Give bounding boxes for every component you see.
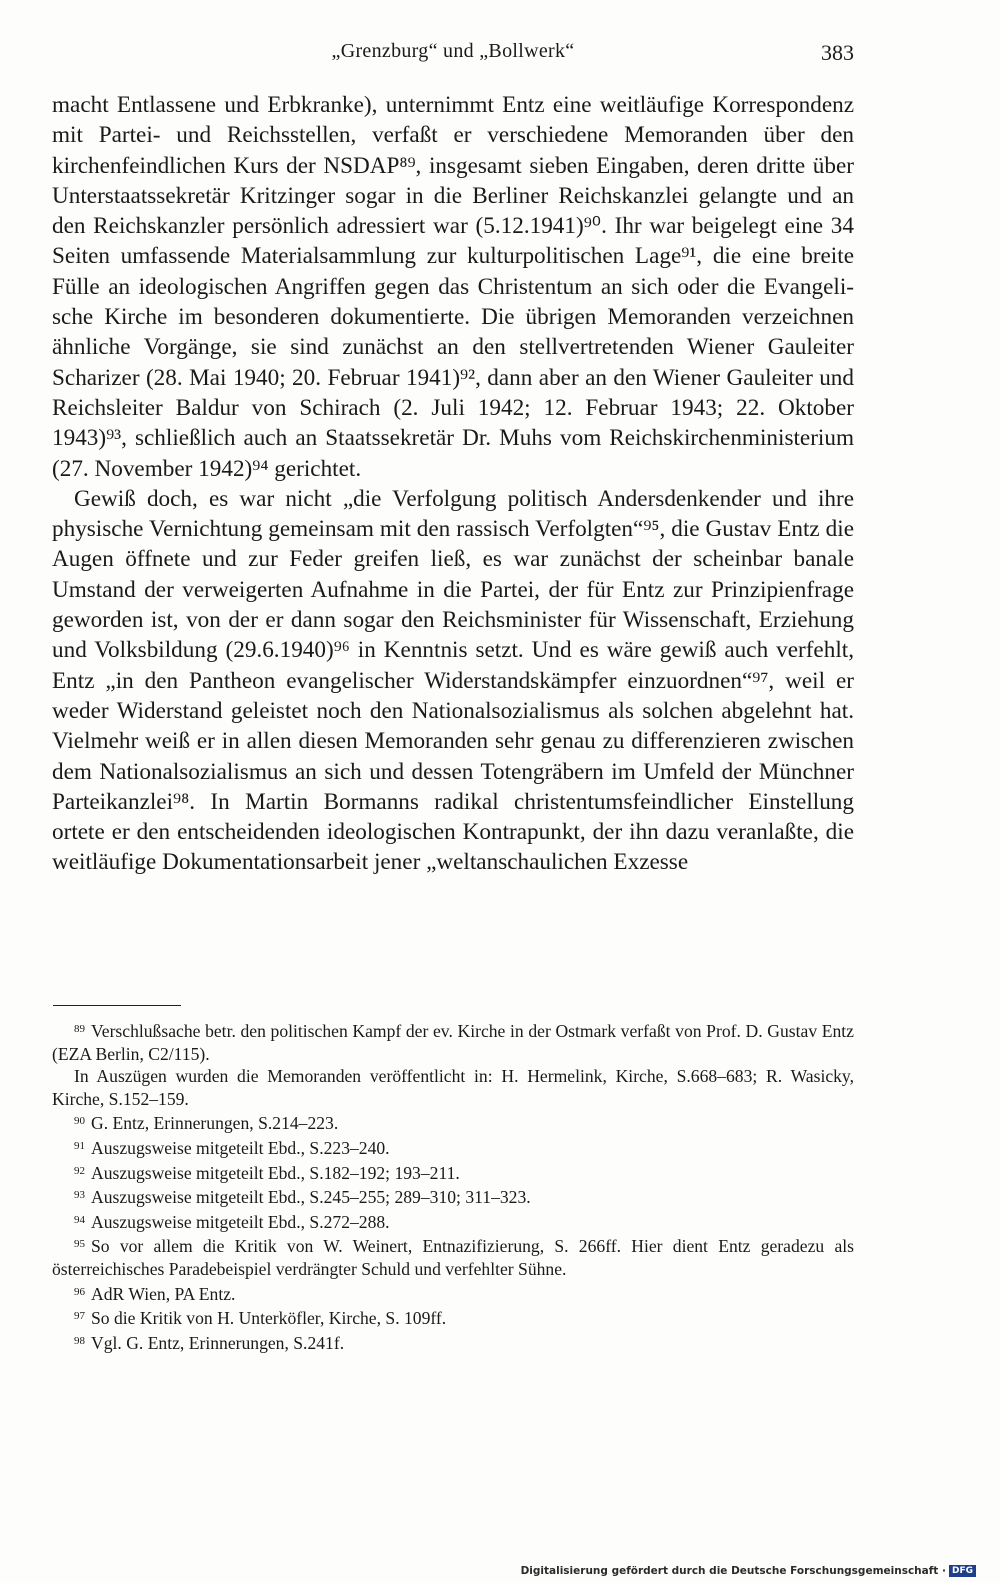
footnote-number: 91 <box>74 1139 85 1152</box>
footnote-text: AdR Wien, PA Entz. <box>91 1283 236 1304</box>
footnote-item <box>52 1160 854 1185</box>
footnote-item <box>52 1110 854 1135</box>
footnote-item <box>52 1184 854 1209</box>
footnotes <box>52 1018 854 1354</box>
footnote-number: 97 <box>74 1310 85 1323</box>
footnote-number: 89 <box>74 1023 85 1035</box>
footnote-number: 96 <box>74 1285 85 1298</box>
footnote-text: Auszugsweise mitgeteilt Ebd., S.223–240. <box>91 1137 390 1158</box>
footnote-number: 95 <box>74 1238 85 1251</box>
footnote-separator <box>53 1005 181 1006</box>
footnote-number: 98 <box>74 1334 85 1347</box>
footnote-item <box>52 1305 854 1330</box>
footnote-item <box>52 1135 854 1160</box>
running-head <box>52 40 854 72</box>
body-text <box>52 90 854 878</box>
credit-text: Digitalisierung gefördert durch die Deutsche Forschungsgemeinschaft · <box>520 1565 946 1577</box>
page-number: 383 <box>821 40 854 65</box>
footnote-text: So die Kritik von H. Unterköfler, Kirche, S. 109ff. <box>91 1308 447 1329</box>
body-paragraph: macht Entlassene und Erbkranke), unternimmt Entz eine weitläufige Korrespondenz mit Partei- und Reichsstellen, verfaßt er verschiedene Memoranden über den kirchenfeindlichen Kurs der NSDAP⁸⁹, insgesamt sieben Eingaben, deren dritte über Unterstaatssekretär Kritzinger sogar in die Berliner Reichskanzlei gelangte und an den Reichskanzler persönlich adressiert war (5.12.1941)⁹⁰. Ihr war beigelegt eine 34 Seiten umfassende Materialsammlung zur kulturpolitischen Lage⁹¹, die eine breite Fülle an ideologischen Angriffen gegen das Christentum an sich oder die Evangelische Kirche im besonderen dokumentierte. Die übrigen Memoranden verzeichnen ähnliche Vorgänge, sie sind zunächst an den stellvertretenden Wiener Gauleiter Scharizer (28. Mai 1940; 20. Februar 1941)⁹², dann aber an den Wiener Gauleiter und Reichsleiter Baldur von Schirach (2. Juli 1942; 12. Februar 1943; 22. Oktober 1943)⁹³, schließlich auch an Staatssekretär Dr. Muhs vom Reichskirchenministerium (27. November 1942)⁹⁴ gerichtet. <box>52 92 854 482</box>
footnote-item <box>52 1018 854 1065</box>
footnote-number: 92 <box>74 1164 85 1177</box>
footnote-number: 94 <box>74 1213 85 1226</box>
footnote-item <box>52 1281 854 1306</box>
footnote-item <box>52 1065 854 1110</box>
footnote-item <box>52 1209 854 1234</box>
dfg-logo-icon: DFG <box>949 1565 976 1577</box>
footnote-item <box>52 1233 854 1280</box>
footnote-item <box>52 1330 854 1355</box>
footnote-text: Verschlußsache betr. den politischen Kampf der ev. Kirche in der Ostmark verfaßt von Prof. D. Gustav Entz (EZA Berlin, C2/115). <box>52 1021 854 1064</box>
footnote-text: G. Entz, Erinnerungen, S.214–223. <box>91 1113 339 1134</box>
footnote-text: So vor allem die Kritik von W. Weinert, Entnazifizierung, S. 266ff. Hier dient Entz geradezu als österreichisches Paradebeispiel verdrängter Schuld und verfehlter Sühne. <box>52 1236 854 1279</box>
footnote-number: 90 <box>74 1115 85 1128</box>
footnote-text: Auszugsweise mitgeteilt Ebd., S.182–192; 193–211. <box>91 1162 460 1183</box>
body-paragraph: Gewiß doch, es war nicht „die Verfolgung politisch Andersdenkender und ihre physische Vernichtung gemeinsam mit den rassisch Verfolgten“⁹⁵, die Gustav Entz die Augen öffnete und zur Feder greifen ließ, es war zunächst der scheinbar banale Umstand der verweigerten Aufnahme in die Partei, der für Entz zur Prinzipienfrage geworden ist, von der er dann sogar den Reichsminister für Wissenschaft, Erziehung und Volksbildung (29.6.1940)⁹⁶ in Kenntnis setzt. Und es wäre gewiß auch verfehlt, Entz „in den Pantheon evangelischer Widerstandskämpfer einzuordnen“⁹⁷, weil er weder Widerstand geleistet noch den Nationalsozialismus als solchen abgelehnt hat. Vielmehr weiß er in allen diesen Memoranden sehr genau zu differenzieren zwischen dem Nationalsozialismus an sich und dessen Totengräbern im Umfeld der Münchner Parteikanzlei⁹⁸. In Martin Bormanns radikal christentumsfeindlicher Einstellung ortete er den entscheidenden ideologischen Kontrapunkt, der ihn dazu veranlaßte, die weitläufige Dokumentationsarbeit jener „weltanschaulichen Exzesse <box>52 485 854 876</box>
footnote-text: Auszugsweise mitgeteilt Ebd., S.245–255; 289–310; 311–323. <box>91 1187 531 1208</box>
digitization-credit <box>521 1565 976 1577</box>
footnote-text: In Auszügen wurden die Memoranden veröffentlicht in: H. Hermelink, Kirche, S.668–683; R. Wasicky, Kirche, S.152–159. <box>52 1066 854 1109</box>
footnote-text: Auszugsweise mitgeteilt Ebd., S.272–288. <box>91 1211 390 1232</box>
running-title: „Grenzburg“ und „Bollwerk“ <box>331 40 575 62</box>
footnote-text: Vgl. G. Entz, Erinnerungen, S.241f. <box>91 1332 345 1353</box>
footnote-number: 93 <box>74 1189 85 1202</box>
